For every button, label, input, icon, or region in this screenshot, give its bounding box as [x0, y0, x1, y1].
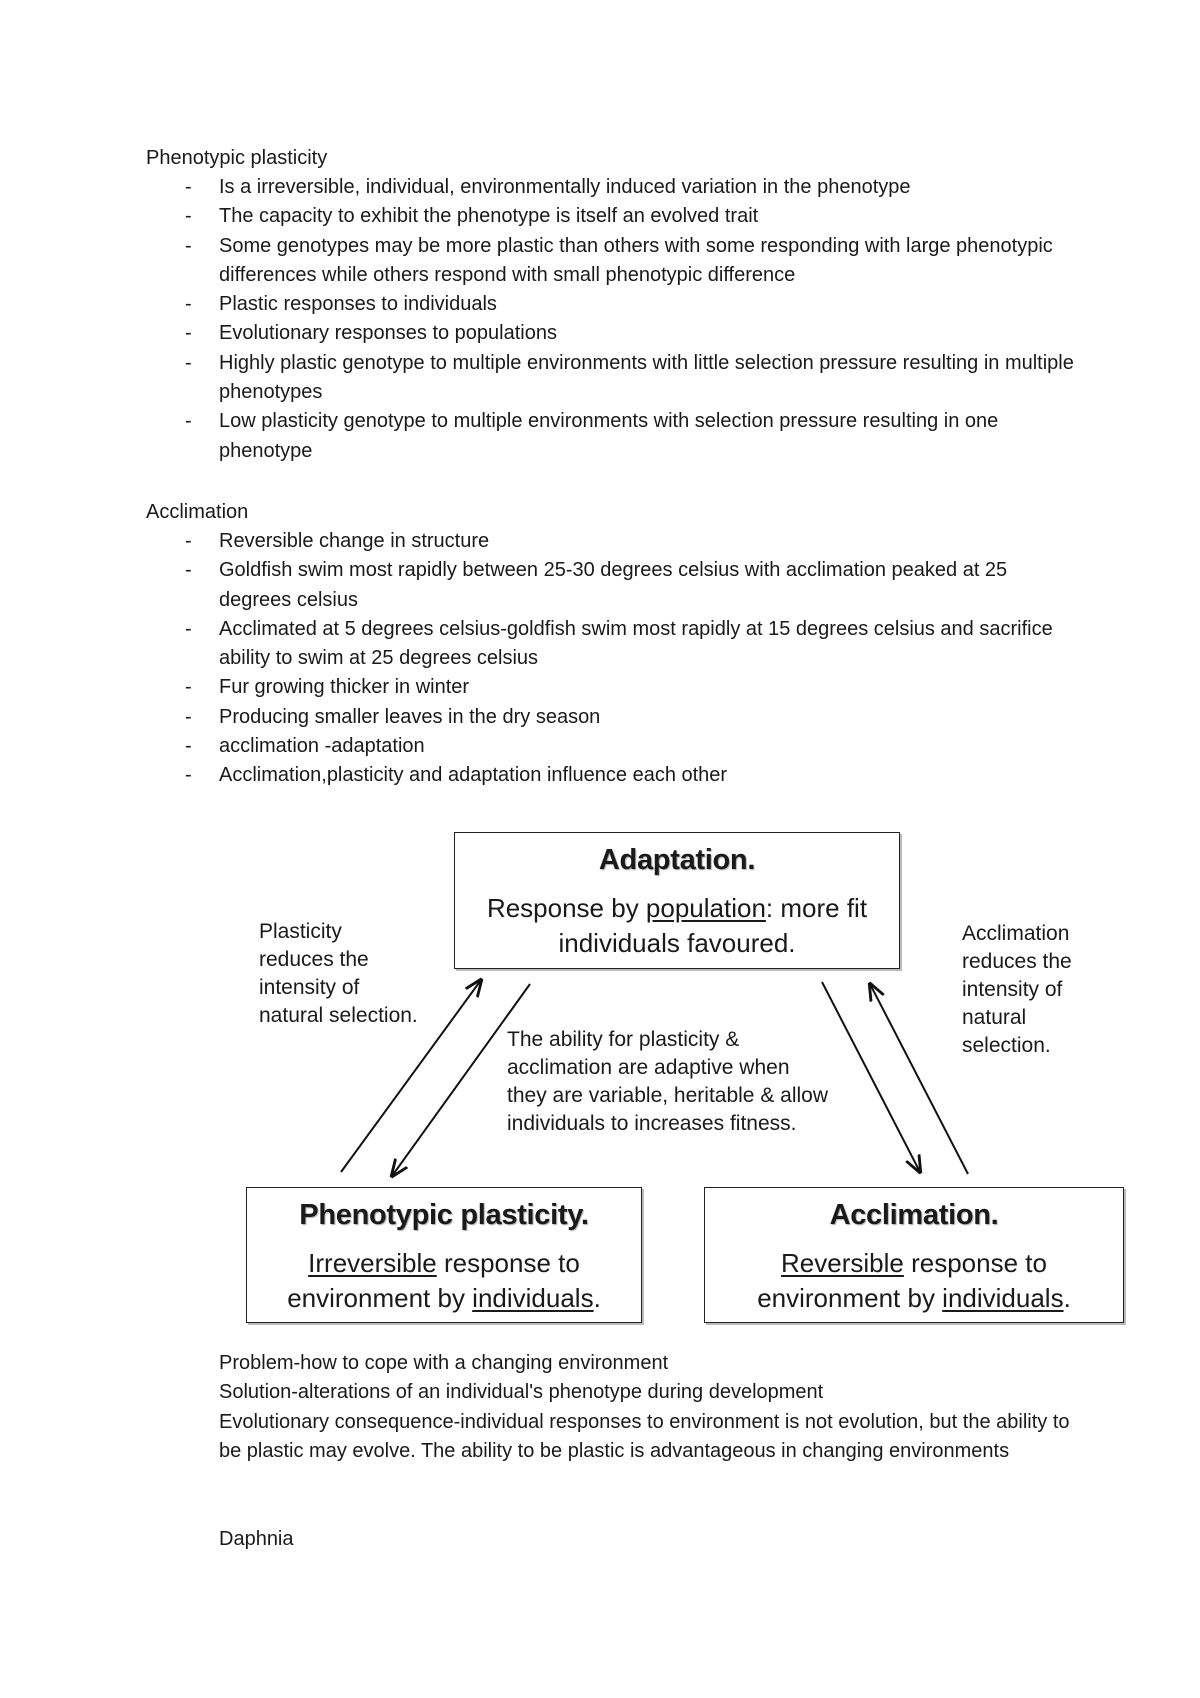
concept-diagram	[0, 820, 1200, 1340]
list-item: - Producing smaller leaves in the dry season	[146, 703, 1076, 732]
bullet-dash: -	[185, 764, 192, 787]
list-item: - Acclimation,plasticity and adaptation influence each other	[146, 761, 1076, 790]
bullet-dash: -	[185, 410, 192, 433]
section-title-plasticity: Phenotypic plasticity	[146, 147, 328, 169]
plasticity-bullet-list	[146, 173, 1076, 466]
bullet-dash: -	[185, 293, 192, 316]
bullet-dash: -	[185, 676, 192, 699]
daphnia-heading: Daphnia	[219, 1528, 294, 1550]
summary-paragraph	[219, 1349, 1079, 1466]
acclimation-note: Acclimation reduces the intensity of natural selection.	[962, 922, 1072, 1057]
phenotypic-plasticity-description: Irreversible response to environment by individuals.	[287, 1248, 601, 1313]
adaptation-title: Adaptation.	[598, 844, 756, 876]
problem-line: Problem-how to cope with a changing environment	[219, 1352, 669, 1374]
list-item: - Highly plastic genotype to multiple environments with little selection pressure resulting in multiple phenotypes	[146, 349, 1076, 408]
list-item: - Low plasticity genotype to multiple environments with selection pressure resulting in one phenotype	[146, 407, 1076, 466]
bullet-dash: -	[185, 530, 192, 552]
list-item: - acclimation -adaptation	[146, 732, 1076, 761]
arrow-adaptation-to-acclimation	[822, 982, 920, 1172]
solution-line: Solution-alterations of an individual's phenotype during development	[219, 1381, 824, 1404]
list-item: - Acclimated at 5 degrees celsius-goldfish swim most rapidly at 15 degrees celsius and sacrifice ability to swim at 25 degrees celsius	[146, 615, 1076, 674]
list-item: - Plastic responses to individuals	[146, 290, 1076, 319]
bullet-dash: -	[185, 322, 192, 345]
arrow-acclimation-to-adaptation	[870, 984, 968, 1174]
acclimation-box	[704, 1187, 1124, 1323]
list-item: - Goldfish swim most rapidly between 25-30 degrees celsius with acclimation peaked at 25 degrees celsius	[146, 556, 1076, 615]
bullet-dash: -	[185, 351, 192, 374]
list-item: - Some genotypes may be more plastic than others with some responding with large phenotypic differences while others respond with small phenotypic difference	[146, 232, 1076, 291]
consequence-line: Evolutionary consequence-individual responses to environment is not evolution, but the ability to be plastic may evolve. The ability to be plastic is advantageous in changing environments	[219, 1410, 1070, 1462]
bullet-dash: -	[185, 735, 192, 758]
list-item: - The capacity to exhibit the phenotype is itself an evolved trait	[146, 202, 1076, 231]
adaptation-box	[454, 832, 900, 969]
list-item: - Fur growing thicker in winter	[146, 673, 1076, 702]
bullet-dash: -	[185, 234, 192, 257]
list-item: - Evolutionary responses to populations	[146, 319, 1076, 348]
acclimation-bullet-list	[146, 527, 1076, 791]
list-item: - Reversible change in structure	[146, 527, 1076, 556]
list-item: - Is a irreversible, individual, environmentally induced variation in the phenotype	[146, 173, 1076, 202]
plasticity-note: Plasticity reduces the intensity of natural selection.	[259, 920, 418, 1027]
section-title-acclimation: Acclimation	[146, 501, 249, 523]
bullet-dash: -	[185, 176, 192, 198]
bullet-dash: -	[185, 617, 192, 640]
phenotypic-plasticity-box	[246, 1187, 642, 1323]
bullet-dash: -	[185, 559, 192, 582]
adaptation-description: Response by population: more fit individuals favoured.	[486, 893, 868, 958]
adaptive-ability-note: The ability for plasticity & acclimation are adaptive when they are variable, heritable & allow individuals to increases fitness.	[507, 1028, 829, 1135]
phenotypic-plasticity-title: Phenotypic plasticity.	[299, 1199, 589, 1231]
bullet-dash: -	[185, 705, 192, 728]
bullet-dash: -	[185, 205, 192, 228]
acclimation-description: Reversible response to environment by individuals.	[757, 1248, 1071, 1313]
acclimation-title: Acclimation.	[829, 1199, 999, 1231]
